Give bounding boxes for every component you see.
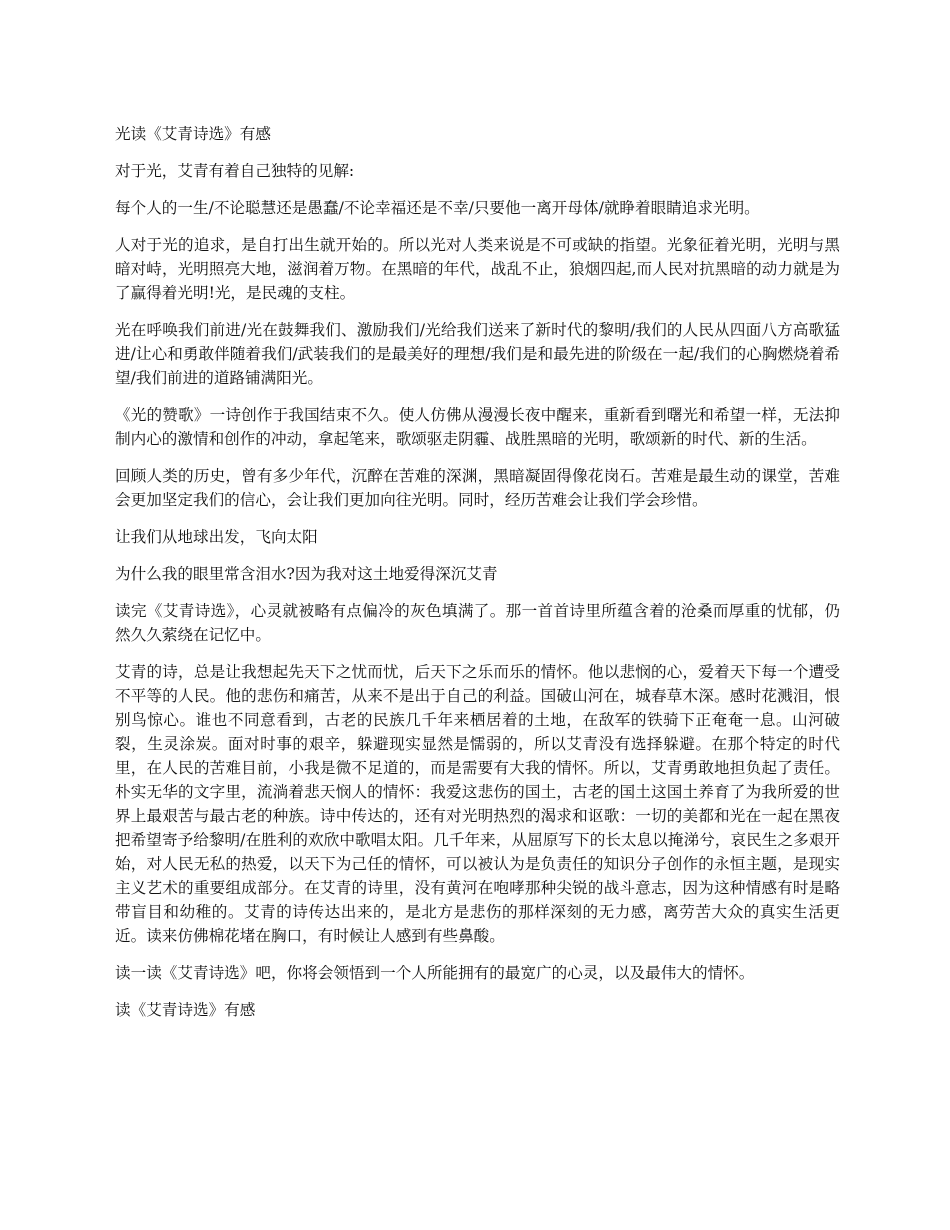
paragraph: 对于光，艾青有着自己独特的见解: xyxy=(115,162,355,180)
paragraph: 艾青的诗，总是让我想起先天下之忧而忧，后天下之乐而乐的情怀。他以悲悯的心，爱着天下每一个遭受不平等的人民。他的悲伤和痛苦，从来不是出于自己的利益。国破山河在，城春草木深。感时花溅泪，恨别鸟惊心。谁也不同意看到，古老的民族几千年来栖居着的土地，在敌军的铁骑下正奄奄一息。山河破裂，生灵涂炭。面对时事的艰辛，躲避现实显然是懦弱的，所以艾青没有选择躲避。在那个特定的时代里，在人民的苦难目前，小我是微不足道的，而是需要有大我的情怀。所以，艾青勇敢地担负起了责任。朴实无华的文字里，流淌着悲天悯人的情怀：我爱这悲伤的国土，古老的国土这国土养育了为我所爱的世界上最艰苦与最古老的种族。诗中传达的，还有对光明热烈的渴求和讴歌：一切的美都和光在一起在黑夜把希望寄予给黎明/在胜利的欢欣中歌唱太阳。几千年来，从屈原写下的长太息以掩涕兮，哀民生之多艰开始，对人民无私的热爱，以天下为己任的情怀，可以被认为是负责任的知识分子创作的永恒主题，是现实主义艺术的重要组成部分。在艾青的诗里，没有黄河在咆哮那种尖锐的战斗意志，因为这种情感有时是略带盲目和幼稚的。艾青的诗传达出来的，是北方是悲伤的那样深刻的无力感，离劳苦大众的真实生活更近。读来仿佛棉花堵在胸口，有时候让人感到有些鼻酸。 xyxy=(115,663,840,945)
paragraph: 让我们从地球出发，飞向太阳 xyxy=(115,528,318,546)
document-title: 光读《艾青诗选》有感 xyxy=(115,125,271,143)
document-body xyxy=(115,122,840,1035)
paragraph: 为什么我的眼里常含泪水?因为我对这土地爱得深沉艾青 xyxy=(115,565,498,583)
closing-title: 读《艾青诗选》有感 xyxy=(115,1001,256,1019)
paragraph: 读完《艾青诗选》，心灵就被略有点偏冷的灰色填满了。那一首首诗里所蕴含着的沧桑而厚重的忧郁，仍然久久萦绕在记忆中。 xyxy=(115,602,840,644)
paragraph: 人对于光的追求，是自打出生就开始的。所以光对人类来说是不可或缺的指望。光象征着光明，光明与黑暗对峙，光明照亮大地，滋润着万物。在黑暗的年代，战乱不止，狼烟四起,而人民对抗黑暗的动力就是为了赢得着光明!光，是民魂的支柱。 xyxy=(115,236,840,302)
paragraph: 每个人的一生/不论聪慧还是愚蠢/不论幸福还是不幸/只要他一离开母体/就睁着眼睛追求光明。 xyxy=(115,199,760,217)
paragraph: 回顾人类的历史，曾有多少年代，沉醉在苦难的深渊，黑暗凝固得像花岗石。苦难是最生动的课堂，苦难会更加坚定我们的信心，会让我们更加向往光明。同时，经历苦难会让我们学会珍惜。 xyxy=(115,467,840,509)
paragraph: 《光的赞歌》一诗创作于我国结束不久。使人仿佛从漫漫长夜中醒来，重新看到曙光和希望一样，无法抑制内心的激情和创作的冲动，拿起笔来，歌颂驱走阴霾、战胜黑暗的光明，歌颂新的时代、新的生活。 xyxy=(115,406,840,448)
paragraph: 读一读《艾青诗选》吧，你将会领悟到一个人所能拥有的最宽广的心灵，以及最伟大的情怀。 xyxy=(115,964,755,982)
paragraph: 光在呼唤我们前进/光在鼓舞我们、激励我们/光给我们送来了新时代的黎明/我们的人民从四面八方高歌猛进/让心和勇敢伴随着我们/武装我们的是最美好的理想/我们是和最先进的阶级在一起/我们的心胸燃烧着希望/我们前进的道路铺满阳光。 xyxy=(115,321,840,387)
